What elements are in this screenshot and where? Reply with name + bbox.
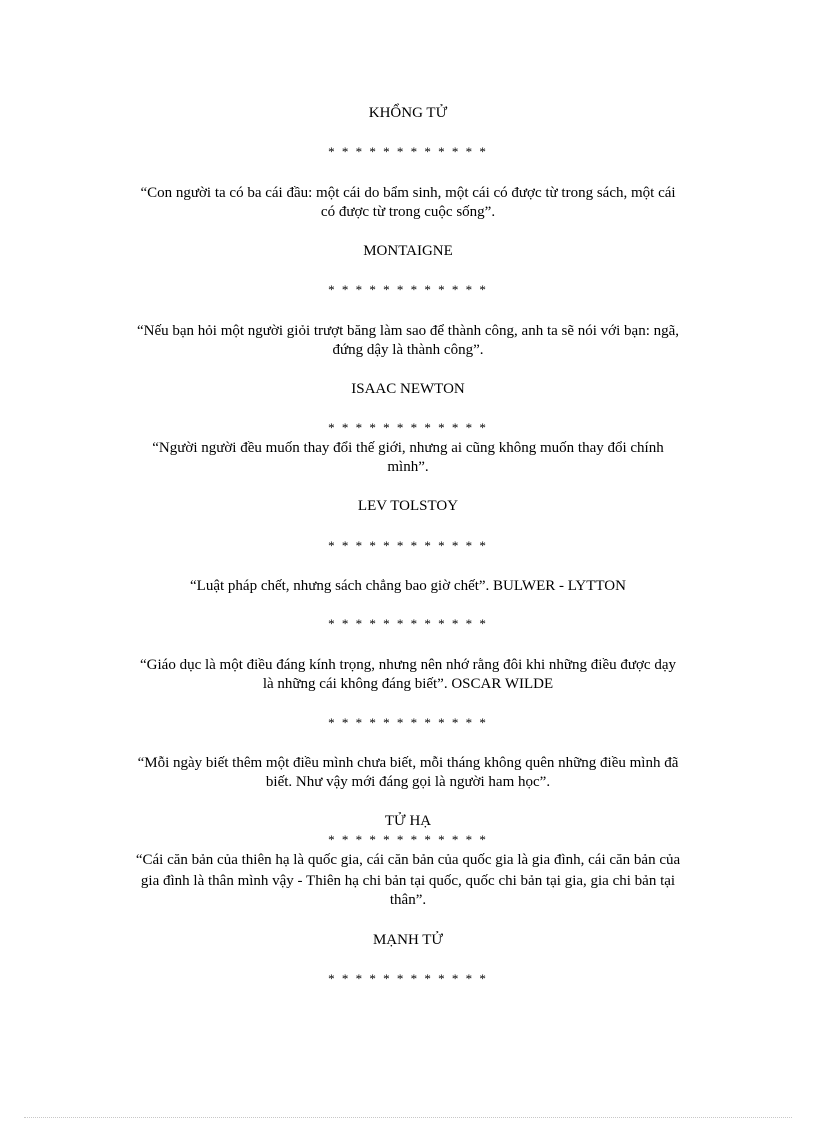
quote-line: “Luật pháp chết, nhưng sách chẳng bao giờ chết”. BULWER - LYTTON [190,578,626,594]
separator-stars: * * * * * * * * * * * * [328,971,488,986]
separator-stars: * * * * * * * * * * * * [328,420,488,435]
quote-line: là những cái không đáng biết”. OSCAR WILDE [262,676,554,692]
quote-line: “Giáo dục là một điều đáng kính trọng, nhưng nên nhớ rằng đôi khi những điều được dạy [140,657,676,673]
quote-line: “Mỗi ngày biết thêm một điều mình chưa biết, mỗi tháng không quên những điều mình đã [137,755,679,771]
separator-stars: * * * * * * * * * * * * [328,832,488,847]
author-name: KHỔNG TỬ [368,105,448,121]
quote-line: biết. Như vậy mới đáng gọi là người ham học”. [265,774,551,790]
quote-line: “Người người đều muốn thay đổi thế giới, nhưng ai cũng không muốn thay đổi chính [152,440,664,456]
author-name: ISAAC NEWTON [351,381,465,397]
separator-stars: * * * * * * * * * * * * [328,282,488,297]
quote-line: gia đình là thân mình vậy - Thiên hạ chi bản tại quốc, quốc chi bản tại gia, gia chi bản tại [140,873,676,889]
separator-stars: * * * * * * * * * * * * [328,538,488,553]
author-name: TỬ HẠ [384,813,432,829]
quote-line: thân”. [389,892,427,908]
author-name: MONTAIGNE [363,243,453,259]
quote-line: “Con người ta có ba cái đầu: một cái do bẩm sinh, một cái có được từ trong sách, một cái [140,185,676,201]
separator-stars: * * * * * * * * * * * * [328,616,488,631]
quote-line: “Nếu bạn hỏi một người giỏi trượt băng làm sao để thành công, anh ta sẽ nói với bạn: ngã, [136,323,680,339]
separator-stars: * * * * * * * * * * * * [328,144,488,159]
quote-line: đứng dậy là thành công”. [332,342,484,358]
separator-stars: * * * * * * * * * * * * [328,715,488,730]
quote-line: mình”. [387,459,429,475]
quote-line: “Cái căn bản của thiên hạ là quốc gia, cái căn bản của quốc gia là gia đình, cái căn bản của [135,852,681,868]
page-bottom-divider [24,1117,792,1118]
quote-line: có được từ trong cuộc sống”. [320,204,496,220]
author-name: MẠNH TỬ [372,932,444,948]
author-name: LEV TOLSTOY [357,498,459,514]
